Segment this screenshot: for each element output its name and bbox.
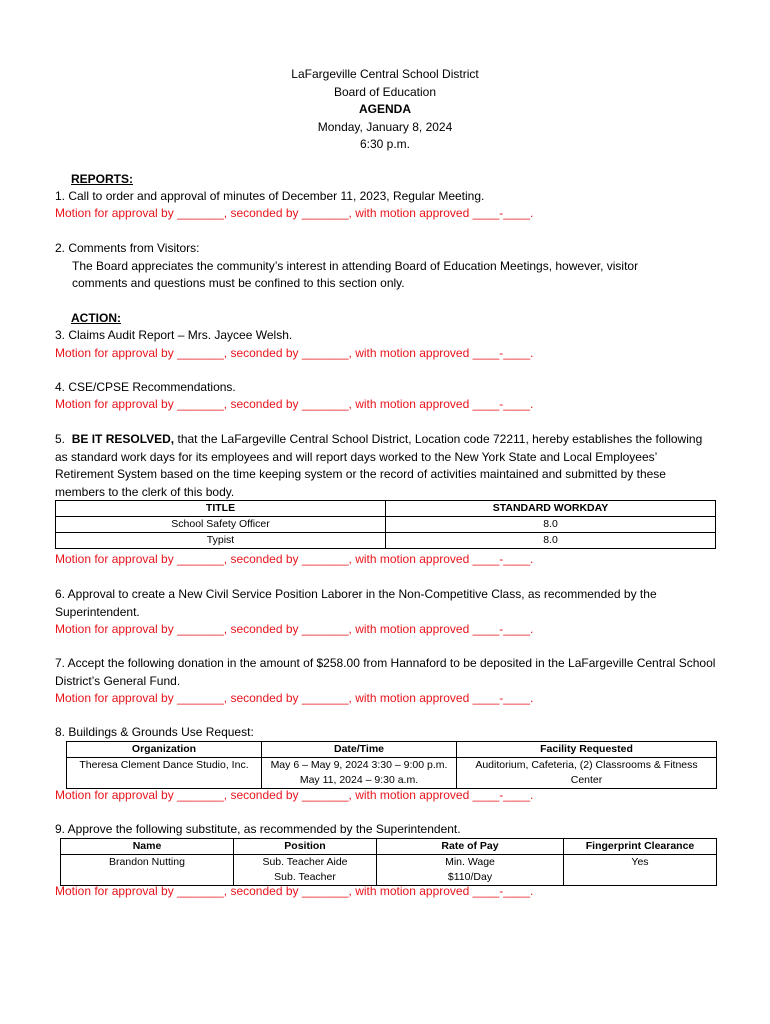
col-rate-of-pay: Rate of Pay <box>377 839 564 855</box>
cell-workday: 8.0 <box>386 533 716 549</box>
col-date-time: Date/Time <box>262 742 457 758</box>
col-position: Position <box>234 839 377 855</box>
col-standard-workday: STANDARD WORKDAY <box>386 501 716 517</box>
motion-line-5: Motion for approval by _______, seconded by _______, with motion approved ____-____. <box>55 552 534 566</box>
motion-line-3: Motion for approval by _______, seconded by _______, with motion approved ____-____. <box>55 346 534 360</box>
district-name: LaFargeville Central School District <box>291 67 479 81</box>
item-2-line-1: The Board appreciates the community’s interest in attending Board of Education Meetings, however, visitor <box>72 259 639 273</box>
item-8-title: 8. Buildings & Grounds Use Request: <box>55 725 254 739</box>
col-title: TITLE <box>56 501 386 517</box>
col-fingerprint-clearance: Fingerprint Clearance <box>564 839 717 855</box>
meeting-date: Monday, January 8, 2024 <box>317 119 453 134</box>
cell-facility: Auditorium, Cafeteria, (2) Classrooms & Fitness Center <box>457 758 717 789</box>
facility-request-table <box>66 741 717 789</box>
date-time-line-2: May 11, 2024 – 9:30 a.m. <box>299 774 419 786</box>
col-name: Name <box>61 839 234 855</box>
board-name: Board of Education <box>333 84 437 99</box>
reports-heading: REPORTS: <box>71 172 134 186</box>
item-5-text: that the LaFargeville Central School District, Location code 72211, hereby establishes the following as standard work days for its employees and will report days worked to the New York State and Local Employees’ Retirement System based on the time keeping system or the record of activities maintained and submitted by these members to the clerk of this body. <box>55 432 703 499</box>
col-organization: Organization <box>67 742 262 758</box>
item-5-number: 5. <box>55 432 66 446</box>
item-2-title: 2. Comments from Visitors: <box>55 241 200 255</box>
motion-line-7: Motion for approval by _______, seconded by _______, with motion approved ____-____. <box>55 691 534 705</box>
cell-position <box>234 855 377 886</box>
cell-date-time <box>262 758 457 789</box>
table-row <box>56 533 716 549</box>
table-row <box>61 855 717 886</box>
action-heading: ACTION: <box>71 311 121 325</box>
rate-line-1: Min. Wage <box>445 856 495 868</box>
cell-title: School Safety Officer <box>56 517 386 533</box>
item-4: 4. CSE/CPSE Recommendations. <box>55 380 236 394</box>
table-header-row <box>61 839 717 855</box>
substitute-table <box>60 838 717 886</box>
motion-line-4: Motion for approval by _______, seconded by _______, with motion approved ____-____. <box>55 397 534 411</box>
motion-line-8: Motion for approval by _______, seconded by _______, with motion approved ____-____. <box>55 788 534 802</box>
item-9-title: 9. Approve the following substitute, as recommended by the Superintendent. <box>55 822 461 836</box>
cell-workday: 8.0 <box>386 517 716 533</box>
cell-organization: Theresa Clement Dance Studio, Inc. <box>67 758 262 789</box>
agenda-title: AGENDA <box>358 102 411 116</box>
motion-line-9: Motion for approval by _______, seconded by _______, with motion approved ____-____. <box>55 884 534 898</box>
item-5-resolution <box>55 431 717 501</box>
cell-rate <box>377 855 564 886</box>
table-row <box>67 758 717 789</box>
table-header-row <box>56 501 716 517</box>
motion-line-1: Motion for approval by _______, seconded by _______, with motion approved ____-____. <box>55 206 534 220</box>
document-header <box>0 66 770 154</box>
item-1: 1. Call to order and approval of minutes of December 11, 2023, Regular Meeting. <box>55 189 485 203</box>
item-7: 7. Accept the following donation in the amount of $258.00 from Hannaford to be deposited in the LaFargeville Central School District’s General Fund. <box>55 656 716 688</box>
motion-line-6: Motion for approval by _______, seconded by _______, with motion approved ____-____. <box>55 622 534 636</box>
workday-table <box>55 500 716 549</box>
table-header-row <box>67 742 717 758</box>
meeting-time: 6:30 p.m. <box>359 137 411 151</box>
item-6: 6. Approval to create a New Civil Service Position Laborer in the Non-Competitive Class, as recommended by the Superintendent. <box>55 587 657 619</box>
position-line-1: Sub. Teacher Aide <box>262 856 348 868</box>
table-row <box>56 517 716 533</box>
position-line-2: Sub. Teacher <box>274 871 336 883</box>
rate-line-2: $110/Day <box>447 871 493 883</box>
date-time-line-1: May 6 – May 9, 2024 3:30 – 9:00 p.m. <box>270 759 448 771</box>
col-facility-requested: Facility Requested <box>457 742 717 758</box>
item-3: 3. Claims Audit Report – Mrs. Jaycee Welsh. <box>55 328 293 342</box>
item-5-bold-lead: BE IT RESOLVED, <box>71 432 175 446</box>
cell-fingerprint: Yes <box>564 855 717 886</box>
cell-title: Typist <box>56 533 386 549</box>
item-2-line-2: comments and questions must be confined to this section only. <box>72 276 405 290</box>
cell-name: Brandon Nutting <box>61 855 234 886</box>
